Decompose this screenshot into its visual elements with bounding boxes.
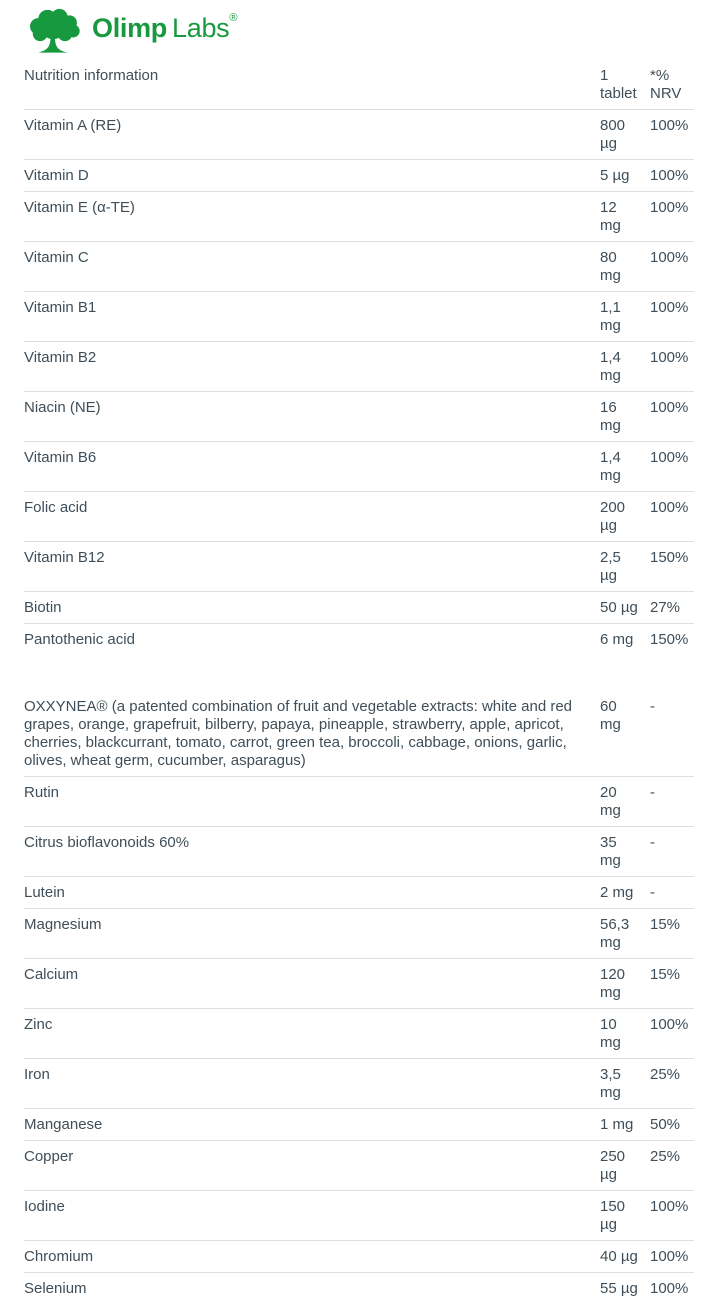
amount-cell: 35 mg (600, 827, 650, 877)
amount-cell: 20 mg (600, 777, 650, 827)
nrv-cell: 27% (650, 592, 694, 624)
nrv-cell: 100% (650, 110, 694, 160)
amount-cell: 6 mg (600, 624, 650, 656)
amount-cell: 60 mg (600, 691, 650, 777)
nrv-cell: 100% (650, 1191, 694, 1241)
nrv-cell: 100% (650, 292, 694, 342)
nrv-cell: 100% (650, 442, 694, 492)
table-row (24, 624, 694, 656)
nutrient-name-cell: Vitamin C (24, 242, 600, 292)
nrv-cell: - (650, 827, 694, 877)
nutrient-name-cell: Pantothenic acid (24, 624, 600, 656)
nutrient-name-cell: Folic acid (24, 492, 600, 542)
registered-trademark: ® (229, 12, 237, 24)
amount-cell: 1,1 mg (600, 292, 650, 342)
amount-cell: 150 µg (600, 1191, 650, 1241)
nutrient-name-cell: Zinc (24, 1009, 600, 1059)
amount-cell: 250 µg (600, 1141, 650, 1191)
nutrient-name-cell: Vitamin E (α-TE) (24, 192, 600, 242)
nrv-cell: 100% (650, 160, 694, 192)
table-row (24, 442, 694, 492)
table-row (24, 542, 694, 592)
amount-cell: 800 µg (600, 110, 650, 160)
table-row (24, 1241, 694, 1273)
nrv-cell: 100% (650, 192, 694, 242)
table-header-row (24, 60, 694, 110)
table-row (24, 1109, 694, 1141)
nrv-cell: 150% (650, 542, 694, 592)
amount-cell: 56,3 mg (600, 909, 650, 959)
nrv-cell: 25% (650, 1059, 694, 1109)
nrv-cell: 100% (650, 492, 694, 542)
amount-cell: 1,4 mg (600, 442, 650, 492)
table-row (24, 1059, 694, 1109)
nrv-cell: 15% (650, 909, 694, 959)
table-row (24, 110, 694, 160)
amount-cell: 3,5 mg (600, 1059, 650, 1109)
header-nrv: *% NRV (650, 60, 694, 110)
amount-cell: 1,4 mg (600, 342, 650, 392)
table-body (24, 110, 694, 1304)
amount-cell: 120 mg (600, 959, 650, 1009)
logo-text-labs: Labs (172, 13, 229, 43)
amount-cell: 16 mg (600, 392, 650, 442)
amount-cell: 1 mg (600, 1109, 650, 1141)
nrv-cell: 100% (650, 1241, 694, 1273)
logo-text (92, 15, 237, 42)
amount-cell: 50 µg (600, 592, 650, 624)
nutrient-name-cell: Chromium (24, 1241, 600, 1273)
nutrition-section (24, 60, 694, 1304)
table-row (24, 342, 694, 392)
amount-cell: 5 µg (600, 160, 650, 192)
table-row (24, 592, 694, 624)
nutrient-name-cell: Iodine (24, 1191, 600, 1241)
nutrient-name-cell: Vitamin B6 (24, 442, 600, 492)
table-row (24, 909, 694, 959)
nutrient-name-cell: Vitamin B12 (24, 542, 600, 592)
nutrient-name-cell: Selenium (24, 1273, 600, 1304)
nrv-cell: 15% (650, 959, 694, 1009)
table-row (24, 827, 694, 877)
header-nutrition-information: Nutrition information (24, 60, 600, 110)
amount-cell: 55 µg (600, 1273, 650, 1304)
table-row (24, 160, 694, 192)
olimp-labs-logo (24, 8, 237, 54)
nrv-cell: 100% (650, 1009, 694, 1059)
nutrient-name-cell: Vitamin A (RE) (24, 110, 600, 160)
nutrient-name-cell: Manganese (24, 1109, 600, 1141)
table-row (24, 192, 694, 242)
nutrition-table (24, 60, 694, 1304)
amount-cell: 12 mg (600, 192, 650, 242)
nutrient-name-cell: Vitamin B2 (24, 342, 600, 392)
spacer-cell (24, 655, 694, 691)
table-row (24, 1191, 694, 1241)
nutrient-name-cell: Copper (24, 1141, 600, 1191)
amount-cell: 200 µg (600, 492, 650, 542)
table-row (24, 877, 694, 909)
table-row (24, 959, 694, 1009)
tree-icon (24, 8, 82, 54)
nutrient-name-cell: Vitamin D (24, 160, 600, 192)
nrv-cell: - (650, 777, 694, 827)
table-row (24, 777, 694, 827)
table-group-spacer (24, 655, 694, 691)
nrv-cell: 100% (650, 392, 694, 442)
table-row (24, 492, 694, 542)
nrv-cell: 150% (650, 624, 694, 656)
nrv-cell: 50% (650, 1109, 694, 1141)
nrv-cell: - (650, 877, 694, 909)
table-row (24, 691, 694, 777)
table-row (24, 1141, 694, 1191)
nrv-cell: 100% (650, 342, 694, 392)
amount-cell: 80 mg (600, 242, 650, 292)
nutrient-name-cell: Lutein (24, 877, 600, 909)
nutrient-name-cell: Iron (24, 1059, 600, 1109)
table-row (24, 392, 694, 442)
nutrient-name-cell: Calcium (24, 959, 600, 1009)
amount-cell: 2 mg (600, 877, 650, 909)
table-row (24, 1009, 694, 1059)
amount-cell: 10 mg (600, 1009, 650, 1059)
nutrient-name-cell: Niacin (NE) (24, 392, 600, 442)
nutrient-name-cell: Citrus bioflavonoids 60% (24, 827, 600, 877)
nutrient-name-cell: Biotin (24, 592, 600, 624)
table-row (24, 292, 694, 342)
nutrient-name-cell: Magnesium (24, 909, 600, 959)
logo-text-olimp: Olimp (92, 13, 167, 43)
amount-cell: 2,5 µg (600, 542, 650, 592)
nrv-cell: 100% (650, 1273, 694, 1304)
nrv-cell: 100% (650, 242, 694, 292)
table-row (24, 1273, 694, 1304)
header-1-tablet: 1 tablet (600, 60, 650, 110)
nutrient-name-cell: Rutin (24, 777, 600, 827)
brand-header (0, 0, 717, 54)
nutrient-name-cell: Vitamin B1 (24, 292, 600, 342)
nrv-cell: 25% (650, 1141, 694, 1191)
nrv-cell: - (650, 691, 694, 777)
table-row (24, 242, 694, 292)
amount-cell: 40 µg (600, 1241, 650, 1273)
nutrient-name-cell: OXXYNEA® (a patented combination of fruit and vegetable extracts: white and red grapes, orange, grapefruit, bilberry, papaya, pineapple, strawberry, apple, apricot, cherries, blackcurrant, tomato, carrot, green tea, broccoli, cabbage, onions, garlic, olives, wheat germ, cucumber, asparagus) (24, 691, 600, 777)
